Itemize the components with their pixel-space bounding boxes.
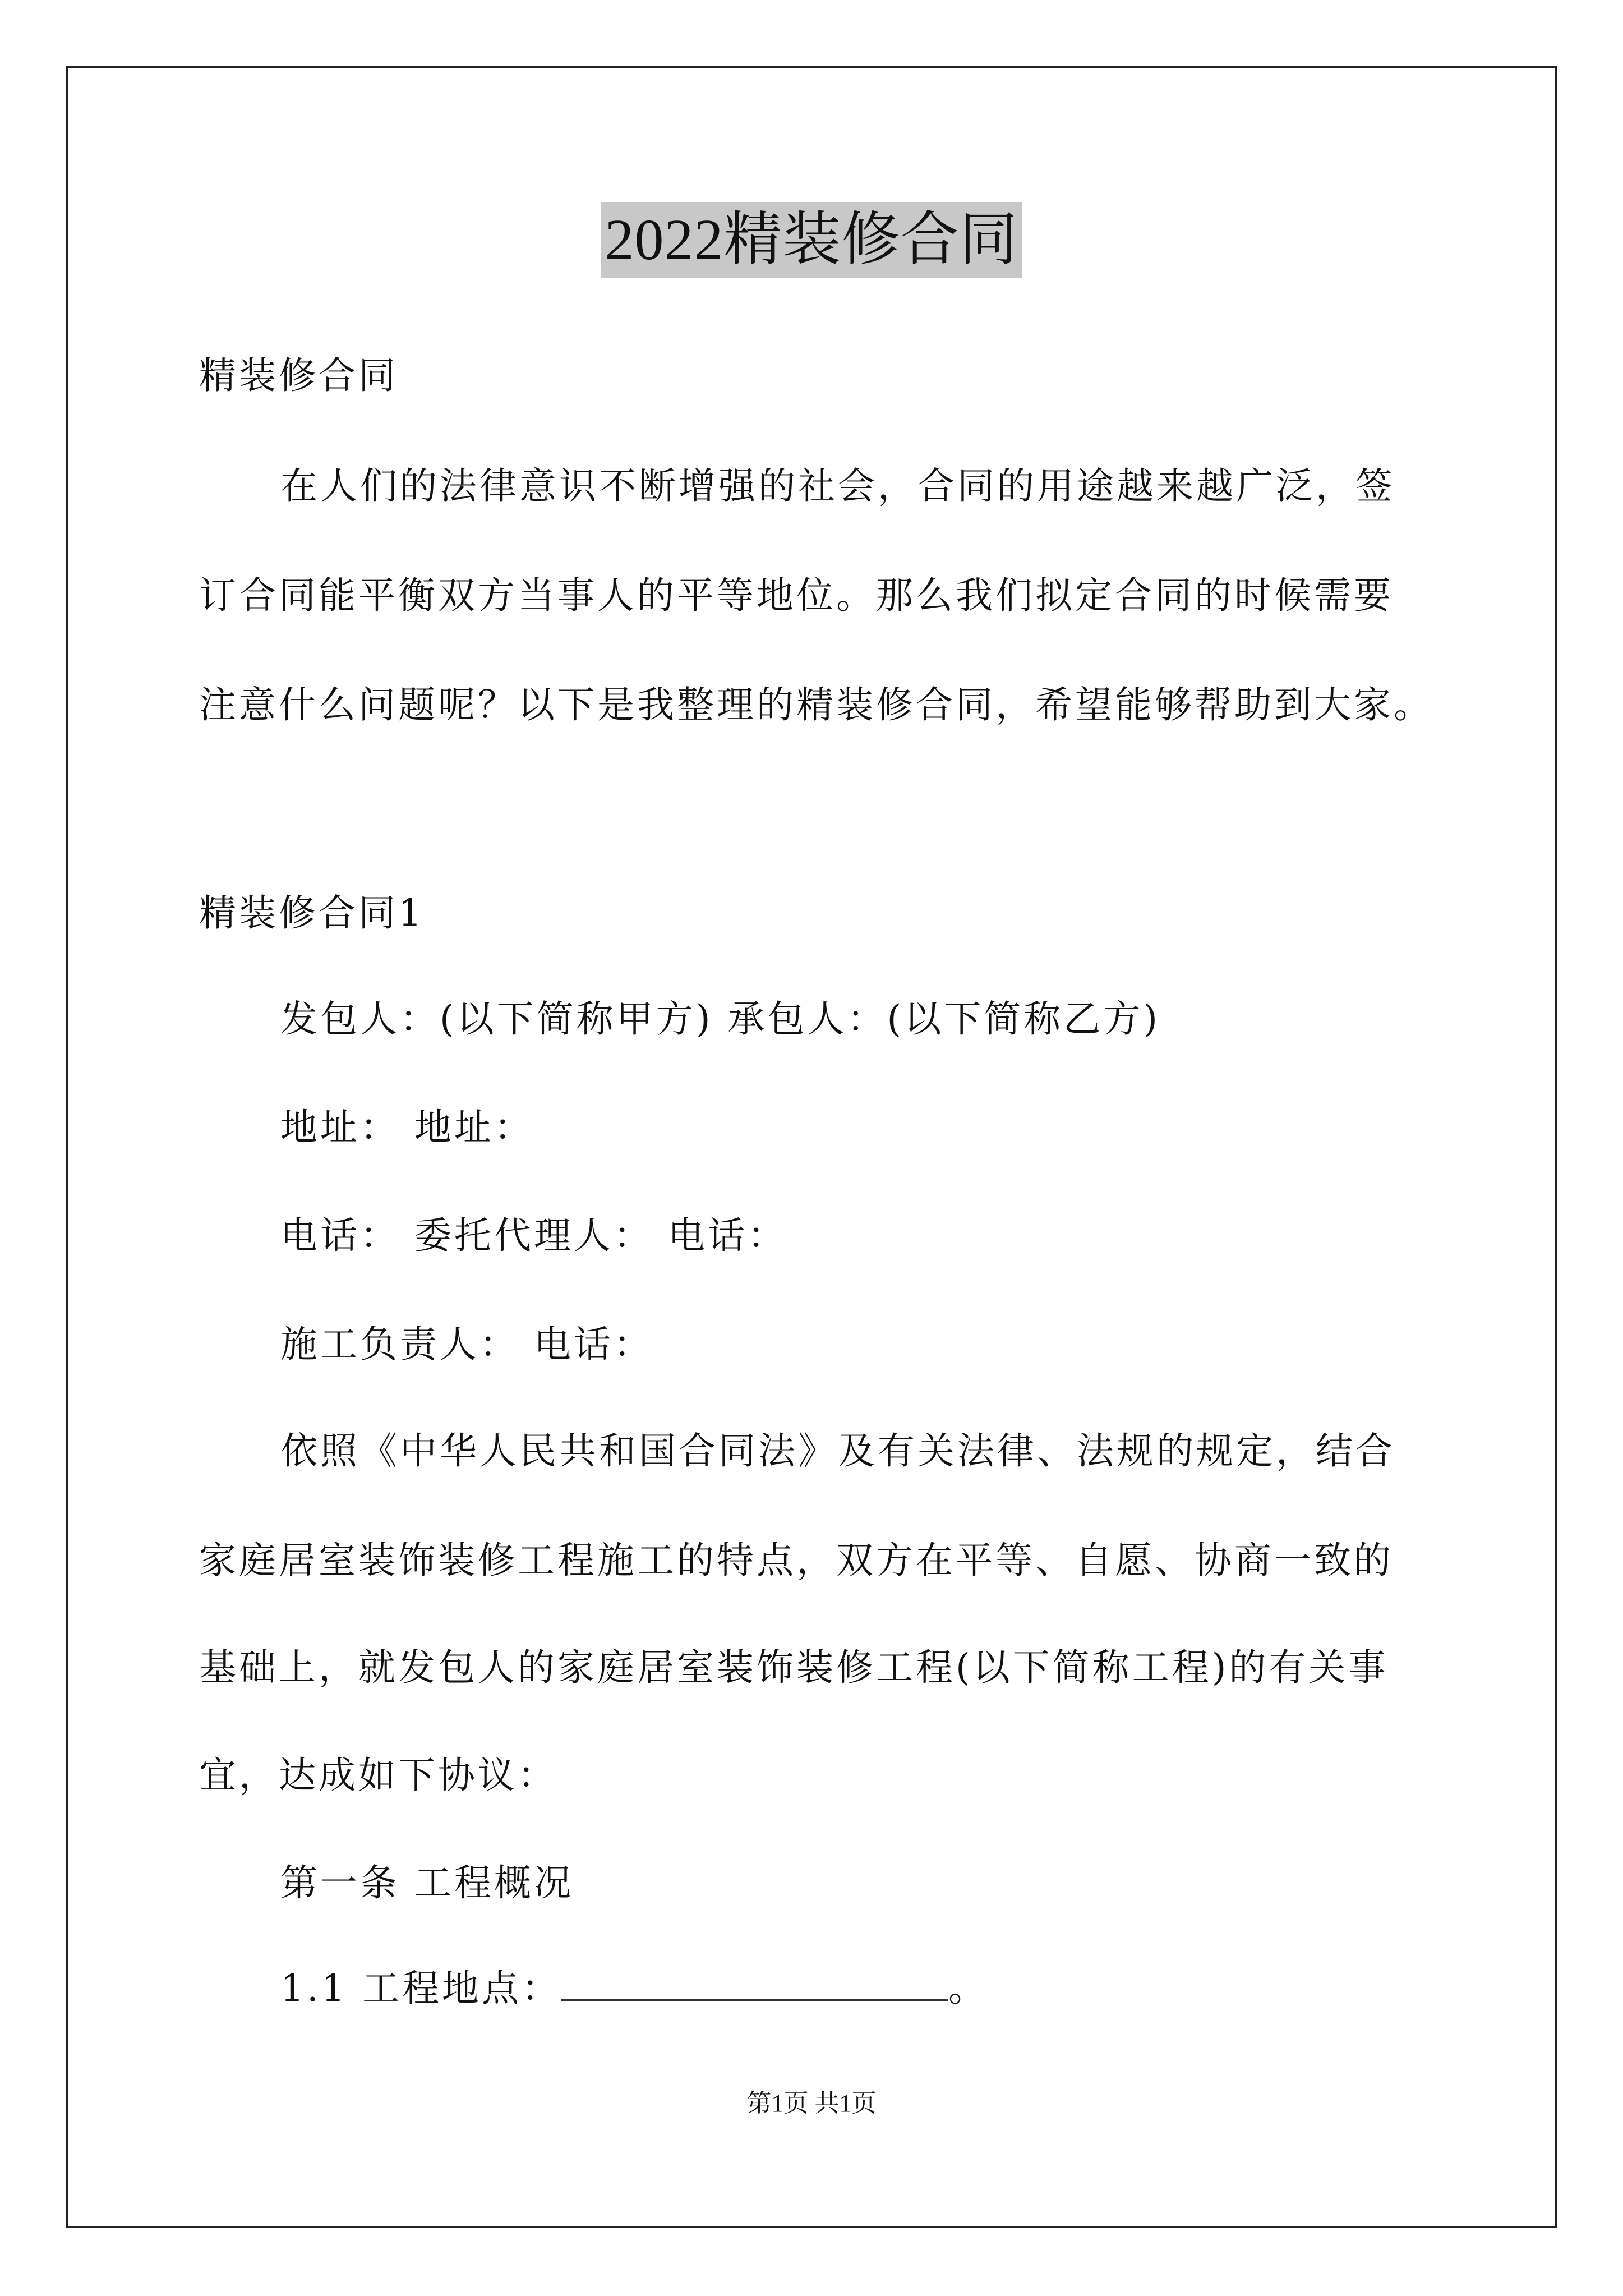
basis-line-1: 依照《中华人民共和国合同法》及有关法律、法规的规定，结合: [280, 1429, 1395, 1473]
parties-line: 发包人：(以下简称甲方) 承包人：(以下简称乙方): [280, 997, 1160, 1041]
address-line: 地址： 地址：: [280, 1106, 534, 1149]
intro-line-3: 注意什么问题呢？以下是我整理的精装修合同，希望能够帮助到大家。: [199, 683, 1433, 726]
item-1-1: [280, 1963, 988, 2014]
basis-line-4: 宜，达成如下协议：: [199, 1754, 557, 1797]
basis-line-2: 家庭居室装饰装修工程施工的特点，双方在平等、自愿、协商一致的: [199, 1539, 1394, 1582]
section-heading: 精装修合同1: [199, 891, 425, 935]
subtitle: 精装修合同: [199, 354, 398, 397]
item-1-1-label: 1.1 工程地点：: [280, 1967, 561, 2010]
intro-line-1: 在人们的法律意识不断增强的社会，合同的用途越来越广泛，签: [280, 464, 1395, 508]
phone-line: 电话： 委托代理人： 电话：: [280, 1214, 787, 1257]
fill-in-blank: [561, 1966, 948, 2001]
title-wrap: [0, 202, 1623, 278]
intro-line-2: 订合同能平衡双方当事人的平等地位。那么我们拟定合同的时候需要: [199, 574, 1394, 617]
article-1-heading: 第一条 工程概况: [280, 1861, 574, 1904]
document-title: 2022精装修合同: [601, 202, 1021, 278]
item-1-1-end: 。: [948, 1967, 988, 2010]
basis-line-3: 基础上，就发包人的家庭居室装饰装修工程(以下简称工程)的有关事: [199, 1646, 1389, 1689]
manager-line: 施工负责人： 电话：: [280, 1323, 653, 1366]
page-footer: 第1页 共1页: [746, 2090, 877, 2117]
